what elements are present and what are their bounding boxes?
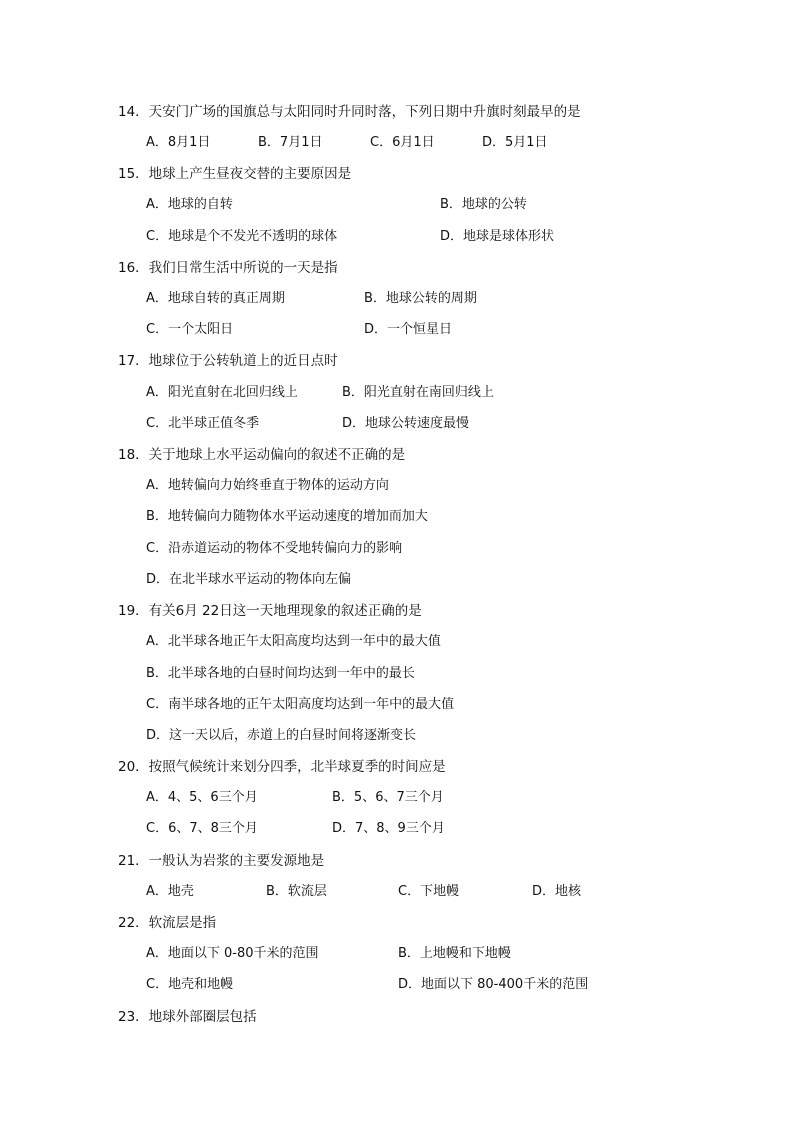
q21-option-c: C．下地幔 [398,884,460,899]
q19-option-b: B．北半球各地的白昼时间均达到一年中的最长 [146,666,415,681]
q17-option-b: B．阳光直射在南回归线上 [342,385,494,400]
question-14: 14．天安门广场的国旗总与太阳同时升同时落，下列日期中升旗时刻最早的是 [118,104,581,120]
q14-option-a: A．8月1日 [146,135,211,150]
question-16: 16．我们日常生活中所说的一天是指 [118,260,338,276]
question-19: 19．有关6月 22日这一天地理现象的叙述正确的是 [118,603,422,619]
q14-option-b: B．7月1日 [258,135,323,150]
question-18: 18．关于地球上水平运动偏向的叙述不正确的是 [118,447,406,463]
q16-option-a: A．地球自转的真正周期 [146,291,285,306]
question-23: 23．地球外部圈层包括 [118,1009,257,1025]
q22-option-d: D．地面以下 80-400千米的范围 [398,977,589,992]
q22-option-b: B．上地幔和下地幔 [398,946,511,961]
q16-option-b: B．地球公转的周期 [364,291,477,306]
q17-option-c: C．北半球正值冬季 [146,416,260,431]
q20-option-b: B．5、6、7三个月 [332,790,444,805]
q15-option-c: C．地球是个不发光不透明的球体 [146,229,338,244]
question-17: 17．地球位于公转轨道上的近日点时 [118,353,338,369]
q18-option-a: A．地转偏向力始终垂直于物体的运动方向 [146,478,389,493]
q20-option-c: C．6、7、8三个月 [146,821,258,836]
q18-option-c: C．沿赤道运动的物体不受地转偏向力的影响 [146,541,403,556]
q17-option-d: D．地球公转速度最慢 [342,416,470,431]
question-20: 20．按照气候统计来划分四季，北半球夏季的时间应是 [118,759,446,775]
q22-option-c: C．地壳和地幔 [146,977,234,992]
q20-option-a: A．4、5、6三个月 [146,790,258,805]
q19-option-a: A．北半球各地正午太阳高度均达到一年中的最大值 [146,634,441,649]
q21-option-a: A．地壳 [146,884,194,899]
q21-option-b: B．软流层 [266,884,327,899]
q16-option-c: C．一个太阳日 [146,322,234,337]
q20-option-d: D．7、8、9三个月 [332,821,445,836]
q14-option-d: D．5月1日 [482,135,548,150]
question-21: 21．一般认为岩浆的主要发源地是 [118,853,325,869]
q19-option-d: D．这一天以后，赤道上的白昼时间将逐渐变长 [146,728,417,743]
q19-option-c: C．南半球各地的正午太阳高度均达到一年中的最大值 [146,697,455,712]
q22-option-a: A．地面以下 0-80千米的范围 [146,946,319,961]
q15-option-a: A．地球的自转 [146,197,233,212]
q21-option-d: D．地核 [532,884,582,899]
q18-option-d: D．在北半球水平运动的物体向左偏 [146,572,352,587]
q15-option-d: D．地球是球体形状 [440,229,555,244]
q18-option-b: B．地转偏向力随物体水平运动速度的增加而加大 [146,509,428,524]
q17-option-a: A．阳光直射在北回归线上 [146,385,298,400]
q14-option-c: C．6月1日 [370,135,435,150]
question-22: 22．软流层是指 [118,915,217,931]
q15-option-b: B．地球的公转 [440,197,527,212]
question-15: 15．地球上产生昼夜交替的主要原因是 [118,166,352,182]
q16-option-d: D．一个恒星日 [364,322,453,337]
